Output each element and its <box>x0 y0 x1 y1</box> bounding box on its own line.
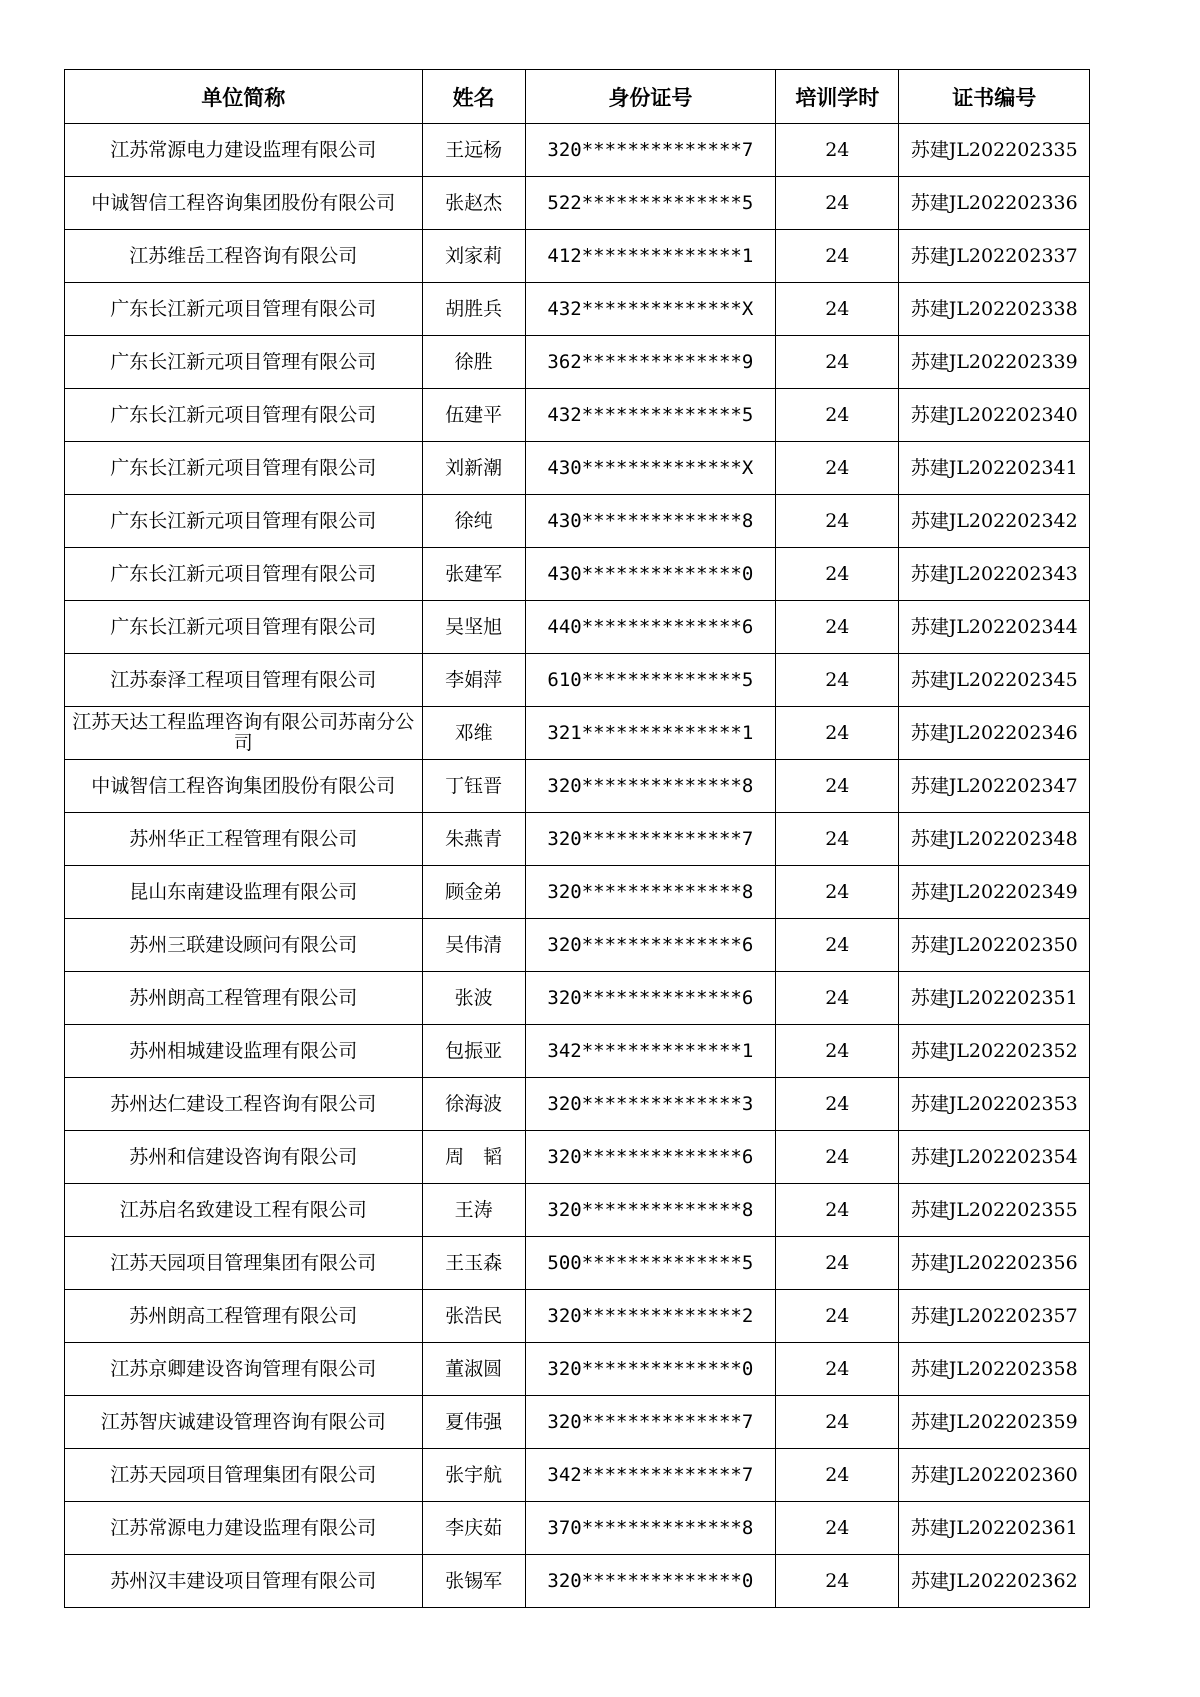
cell-name: 王远杨 <box>422 124 525 177</box>
table-row <box>65 548 1090 601</box>
cell-name: 顾金弟 <box>422 866 525 919</box>
cell-hours: 24 <box>776 1290 899 1343</box>
cell-id-number: 430**************8 <box>525 495 776 548</box>
cell-name: 丁钰晋 <box>422 760 525 813</box>
cell-cert-number: 苏建JL202202352 <box>899 1025 1090 1078</box>
cell-cert-number: 苏建JL202202337 <box>899 230 1090 283</box>
cell-id-number: 320**************7 <box>525 124 776 177</box>
cell-name: 徐胜 <box>422 336 525 389</box>
cell-hours: 24 <box>776 1184 899 1237</box>
training-roster-table <box>64 69 1090 1608</box>
table-row <box>65 654 1090 707</box>
cell-unit: 苏州朗高工程管理有限公司 <box>65 972 423 1025</box>
table-row <box>65 336 1090 389</box>
cell-name: 张锡军 <box>422 1555 525 1608</box>
cell-name: 徐纯 <box>422 495 525 548</box>
table-row <box>65 389 1090 442</box>
cell-id-number: 412**************1 <box>525 230 776 283</box>
table-row <box>65 1343 1090 1396</box>
cell-id-number: 321**************1 <box>525 707 776 760</box>
cell-name: 李庆茹 <box>422 1502 525 1555</box>
cell-hours: 24 <box>776 1343 899 1396</box>
table-row <box>65 972 1090 1025</box>
cell-cert-number: 苏建JL202202344 <box>899 601 1090 654</box>
cell-id-number: 320**************7 <box>525 1396 776 1449</box>
cell-id-number: 320**************8 <box>525 760 776 813</box>
cell-cert-number: 苏建JL202202336 <box>899 177 1090 230</box>
table-row <box>65 1555 1090 1608</box>
cell-name: 吴伟清 <box>422 919 525 972</box>
cell-unit: 中诚智信工程咨询集团股份有限公司 <box>65 760 423 813</box>
cell-id-number: 320**************0 <box>525 1555 776 1608</box>
cell-cert-number: 苏建JL202202359 <box>899 1396 1090 1449</box>
cell-unit: 苏州华正工程管理有限公司 <box>65 813 423 866</box>
cell-id-number: 320**************2 <box>525 1290 776 1343</box>
cell-id-number: 320**************3 <box>525 1078 776 1131</box>
table-row <box>65 866 1090 919</box>
cell-unit: 昆山东南建设监理有限公司 <box>65 866 423 919</box>
table-row <box>65 177 1090 230</box>
cell-hours: 24 <box>776 1555 899 1608</box>
cell-cert-number: 苏建JL202202361 <box>899 1502 1090 1555</box>
cell-id-number: 522**************5 <box>525 177 776 230</box>
cell-hours: 24 <box>776 1237 899 1290</box>
cell-cert-number: 苏建JL202202339 <box>899 336 1090 389</box>
cell-unit: 江苏天园项目管理集团有限公司 <box>65 1237 423 1290</box>
cell-cert-number: 苏建JL202202343 <box>899 548 1090 601</box>
table-row <box>65 495 1090 548</box>
cell-name: 张宇航 <box>422 1449 525 1502</box>
cell-hours: 24 <box>776 548 899 601</box>
cell-unit: 苏州三联建设顾问有限公司 <box>65 919 423 972</box>
cell-unit: 苏州朗高工程管理有限公司 <box>65 1290 423 1343</box>
cell-cert-number: 苏建JL202202347 <box>899 760 1090 813</box>
cell-hours: 24 <box>776 283 899 336</box>
header-cert: 证书编号 <box>899 70 1090 124</box>
cell-id-number: 320**************6 <box>525 1131 776 1184</box>
header-hours: 培训学时 <box>776 70 899 124</box>
cell-name: 胡胜兵 <box>422 283 525 336</box>
cell-id-number: 440**************6 <box>525 601 776 654</box>
cell-name: 董淑圆 <box>422 1343 525 1396</box>
cell-hours: 24 <box>776 230 899 283</box>
header-unit: 单位简称 <box>65 70 423 124</box>
cell-hours: 24 <box>776 1502 899 1555</box>
table-row <box>65 601 1090 654</box>
table-row <box>65 1449 1090 1502</box>
cell-cert-number: 苏建JL202202362 <box>899 1555 1090 1608</box>
cell-unit: 苏州和信建设咨询有限公司 <box>65 1131 423 1184</box>
cell-name: 刘家莉 <box>422 230 525 283</box>
cell-unit: 广东长江新元项目管理有限公司 <box>65 283 423 336</box>
table-header <box>65 70 1090 124</box>
cell-id-number: 320**************6 <box>525 919 776 972</box>
cell-cert-number: 苏建JL202202356 <box>899 1237 1090 1290</box>
cell-unit: 广东长江新元项目管理有限公司 <box>65 336 423 389</box>
cell-cert-number: 苏建JL202202351 <box>899 972 1090 1025</box>
cell-id-number: 320**************8 <box>525 1184 776 1237</box>
cell-id-number: 362**************9 <box>525 336 776 389</box>
cell-hours: 24 <box>776 1025 899 1078</box>
cell-unit: 广东长江新元项目管理有限公司 <box>65 601 423 654</box>
cell-id-number: 320**************8 <box>525 866 776 919</box>
cell-unit: 苏州达仁建设工程咨询有限公司 <box>65 1078 423 1131</box>
cell-name: 吴坚旭 <box>422 601 525 654</box>
table-row <box>65 813 1090 866</box>
table-row <box>65 1502 1090 1555</box>
cell-id-number: 430**************0 <box>525 548 776 601</box>
cell-unit: 江苏京卿建设咨询管理有限公司 <box>65 1343 423 1396</box>
table-row <box>65 1396 1090 1449</box>
cell-id-number: 342**************1 <box>525 1025 776 1078</box>
cell-name: 包振亚 <box>422 1025 525 1078</box>
cell-cert-number: 苏建JL202202341 <box>899 442 1090 495</box>
cell-id-number: 432**************5 <box>525 389 776 442</box>
cell-cert-number: 苏建JL202202338 <box>899 283 1090 336</box>
cell-hours: 24 <box>776 654 899 707</box>
cell-cert-number: 苏建JL202202345 <box>899 654 1090 707</box>
header-id: 身份证号 <box>525 70 776 124</box>
cell-unit: 江苏天园项目管理集团有限公司 <box>65 1449 423 1502</box>
header-name: 姓名 <box>422 70 525 124</box>
cell-unit: 江苏天达工程监理咨询有限公司苏南分公司 <box>65 707 423 760</box>
cell-hours: 24 <box>776 442 899 495</box>
cell-id-number: 430**************X <box>525 442 776 495</box>
table-row <box>65 283 1090 336</box>
cell-cert-number: 苏建JL202202335 <box>899 124 1090 177</box>
cell-name: 刘新潮 <box>422 442 525 495</box>
cell-id-number: 432**************X <box>525 283 776 336</box>
table-row <box>65 919 1090 972</box>
cell-hours: 24 <box>776 972 899 1025</box>
cell-name: 张波 <box>422 972 525 1025</box>
cell-name: 伍建平 <box>422 389 525 442</box>
cell-name: 张建军 <box>422 548 525 601</box>
cell-id-number: 342**************7 <box>525 1449 776 1502</box>
table-row <box>65 1078 1090 1131</box>
cell-hours: 24 <box>776 124 899 177</box>
cell-hours: 24 <box>776 866 899 919</box>
cell-name: 张赵杰 <box>422 177 525 230</box>
cell-hours: 24 <box>776 177 899 230</box>
cell-name: 夏伟强 <box>422 1396 525 1449</box>
table-row <box>65 1184 1090 1237</box>
cell-cert-number: 苏建JL202202358 <box>899 1343 1090 1396</box>
table-row <box>65 1131 1090 1184</box>
cell-id-number: 500**************5 <box>525 1237 776 1290</box>
cell-name: 王玉森 <box>422 1237 525 1290</box>
cell-cert-number: 苏建JL202202348 <box>899 813 1090 866</box>
cell-cert-number: 苏建JL202202350 <box>899 919 1090 972</box>
cell-hours: 24 <box>776 1449 899 1502</box>
cell-name: 邓维 <box>422 707 525 760</box>
cell-unit: 广东长江新元项目管理有限公司 <box>65 389 423 442</box>
cell-hours: 24 <box>776 389 899 442</box>
cell-cert-number: 苏建JL202202353 <box>899 1078 1090 1131</box>
cell-hours: 24 <box>776 1078 899 1131</box>
table-row <box>65 1290 1090 1343</box>
cell-id-number: 320**************7 <box>525 813 776 866</box>
cell-name: 张浩民 <box>422 1290 525 1343</box>
cell-cert-number: 苏建JL202202357 <box>899 1290 1090 1343</box>
cell-id-number: 320**************6 <box>525 972 776 1025</box>
cell-name: 周 韬 <box>422 1131 525 1184</box>
cell-unit: 江苏启名致建设工程有限公司 <box>65 1184 423 1237</box>
cell-unit: 广东长江新元项目管理有限公司 <box>65 442 423 495</box>
table-row <box>65 442 1090 495</box>
table-body <box>65 124 1090 1608</box>
cell-unit: 苏州汉丰建设项目管理有限公司 <box>65 1555 423 1608</box>
cell-id-number: 320**************0 <box>525 1343 776 1396</box>
cell-cert-number: 苏建JL202202346 <box>899 707 1090 760</box>
cell-hours: 24 <box>776 919 899 972</box>
cell-unit: 江苏常源电力建设监理有限公司 <box>65 1502 423 1555</box>
header-row <box>65 70 1090 124</box>
cell-id-number: 610**************5 <box>525 654 776 707</box>
table-row <box>65 1025 1090 1078</box>
cell-cert-number: 苏建JL202202355 <box>899 1184 1090 1237</box>
cell-cert-number: 苏建JL202202340 <box>899 389 1090 442</box>
cell-hours: 24 <box>776 495 899 548</box>
table-row <box>65 707 1090 760</box>
cell-unit: 中诚智信工程咨询集团股份有限公司 <box>65 177 423 230</box>
cell-cert-number: 苏建JL202202342 <box>899 495 1090 548</box>
cell-hours: 24 <box>776 813 899 866</box>
cell-unit: 江苏常源电力建设监理有限公司 <box>65 124 423 177</box>
cell-id-number: 370**************8 <box>525 1502 776 1555</box>
cell-name: 王涛 <box>422 1184 525 1237</box>
cell-name: 徐海波 <box>422 1078 525 1131</box>
table-row <box>65 1237 1090 1290</box>
cell-name: 李娟萍 <box>422 654 525 707</box>
cell-unit: 江苏智庆诚建设管理咨询有限公司 <box>65 1396 423 1449</box>
cell-hours: 24 <box>776 707 899 760</box>
cell-cert-number: 苏建JL202202360 <box>899 1449 1090 1502</box>
cell-unit: 广东长江新元项目管理有限公司 <box>65 548 423 601</box>
cell-unit: 江苏维岳工程咨询有限公司 <box>65 230 423 283</box>
cell-hours: 24 <box>776 336 899 389</box>
cell-unit: 苏州相城建设监理有限公司 <box>65 1025 423 1078</box>
cell-name: 朱燕青 <box>422 813 525 866</box>
cell-hours: 24 <box>776 1396 899 1449</box>
cell-hours: 24 <box>776 760 899 813</box>
table-row <box>65 760 1090 813</box>
cell-cert-number: 苏建JL202202349 <box>899 866 1090 919</box>
table-row <box>65 230 1090 283</box>
table-row <box>65 124 1090 177</box>
cell-cert-number: 苏建JL202202354 <box>899 1131 1090 1184</box>
cell-unit: 广东长江新元项目管理有限公司 <box>65 495 423 548</box>
cell-hours: 24 <box>776 1131 899 1184</box>
cell-hours: 24 <box>776 601 899 654</box>
cell-unit: 江苏泰泽工程项目管理有限公司 <box>65 654 423 707</box>
